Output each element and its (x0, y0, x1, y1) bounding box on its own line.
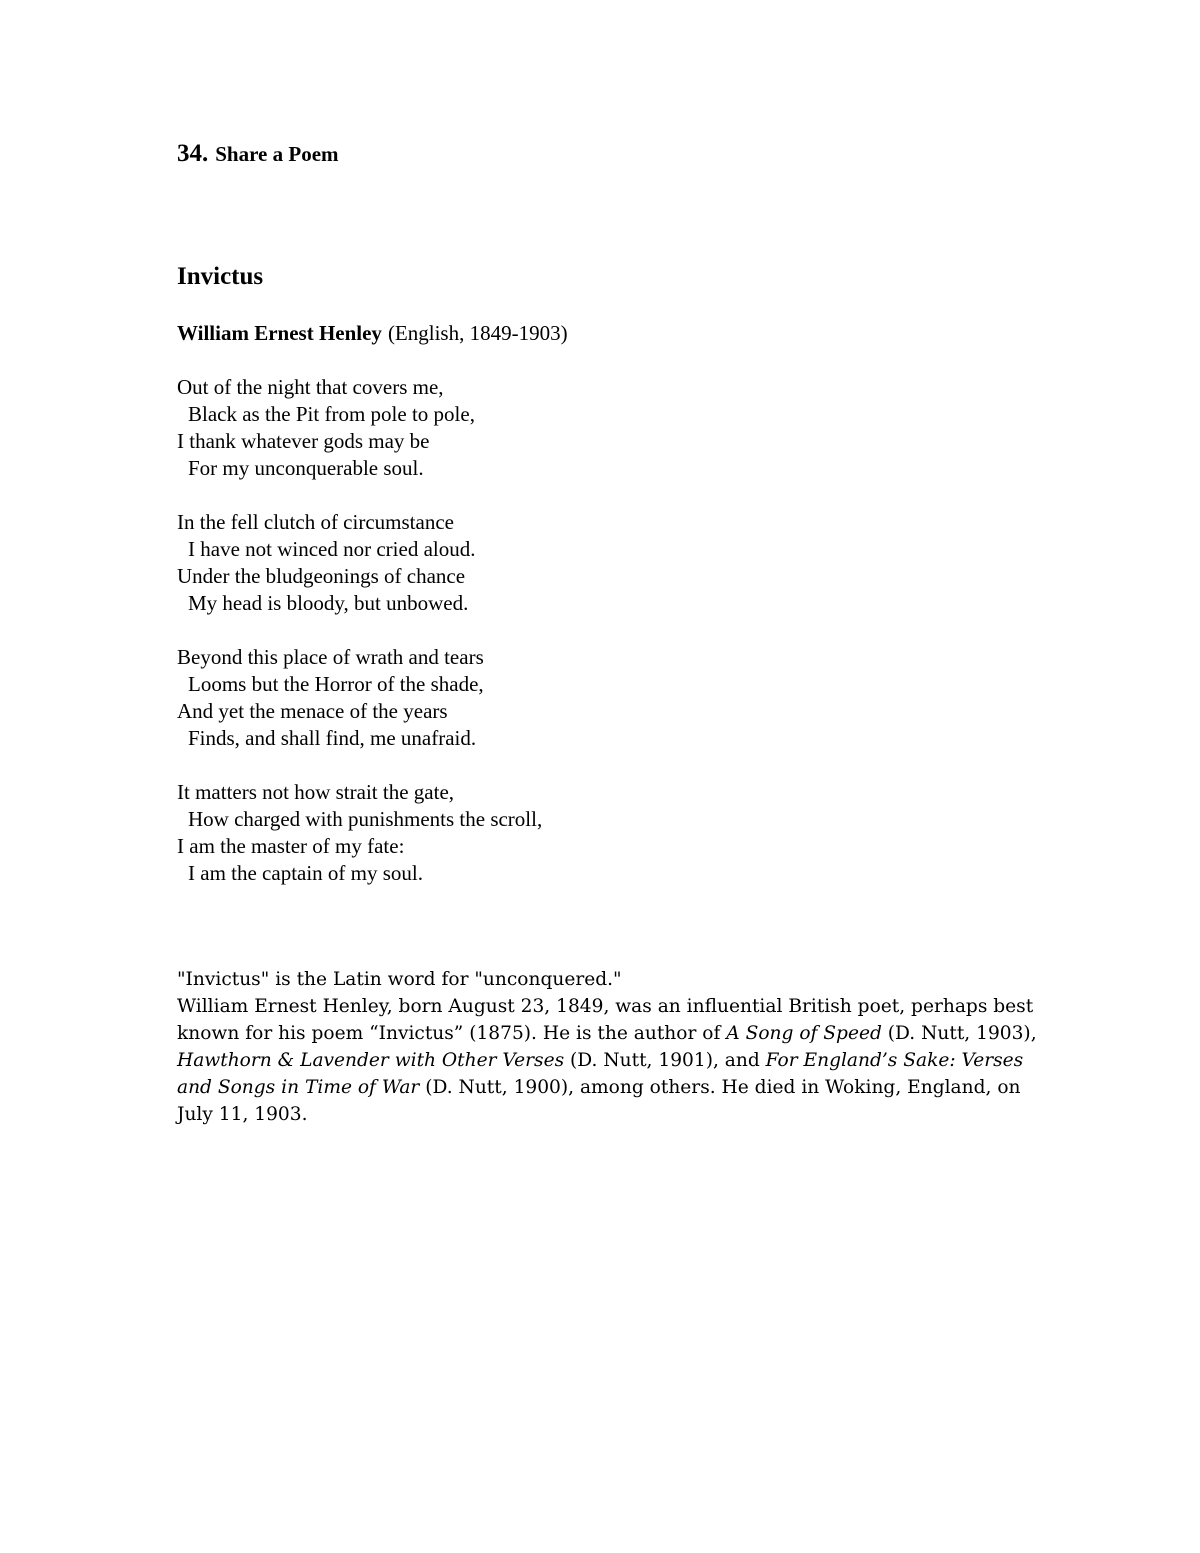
bio-work-title: Hawthorn & Lavender with Other Verses (177, 1050, 565, 1071)
stanza-2 (177, 509, 542, 617)
poem-line: Looms but the Horror of the shade, (188, 672, 484, 696)
poem-line: My head is bloody, but unbowed. (188, 591, 469, 615)
poem-body (177, 374, 542, 914)
bio-work-title: A Song of Speed (726, 1023, 882, 1044)
poem-line: Beyond this place of wrath and tears (177, 645, 484, 669)
poem-line: Under the bludgeonings of chance (177, 564, 466, 588)
stanza-3 (177, 644, 542, 752)
poem-line: In the fell clutch of circumstance (177, 510, 454, 534)
poem-line: I am the master of my fate: (177, 834, 405, 858)
poem-line: And yet the menace of the years (177, 699, 448, 723)
bio-text: (D. Nutt, 1903), (881, 1023, 1037, 1044)
section-title: Share a Poem (215, 142, 339, 166)
bio-text: (D. Nutt, 1900), among others. He died in Woking, England, on July 11, 1903. (177, 1077, 1021, 1125)
poem-line: Out of the night that covers me, (177, 375, 444, 399)
poem-title: Invictus (177, 263, 264, 290)
stanza-1 (177, 374, 542, 482)
poem-line: I have not winced nor cried aloud. (188, 537, 476, 561)
section-number: 34. (177, 140, 209, 167)
author-info: (English, 1849-1903) (387, 321, 568, 345)
poem-line: For my unconquerable soul. (188, 456, 424, 480)
poem-line: Finds, and shall find, me unafraid. (188, 726, 477, 750)
section-heading (177, 140, 339, 168)
poem-notes (177, 966, 1037, 1128)
bio-text: (D. Nutt, 1901), and (564, 1050, 766, 1071)
author-line (177, 318, 568, 348)
poem-line: I am the captain of my soul. (188, 861, 424, 885)
author-bio (177, 993, 1037, 1128)
latin-note: "Invictus" is the Latin word for "unconquered." (177, 969, 622, 990)
poem-line: I thank whatever gods may be (177, 429, 430, 453)
stanza-4 (177, 779, 542, 887)
poem-line: How charged with punishments the scroll, (188, 807, 543, 831)
poem-line: It matters not how strait the gate, (177, 780, 455, 804)
poem-line: Black as the Pit from pole to pole, (188, 402, 475, 426)
bio-work-title: For England’s Sake: Verses and Songs in Time of War (177, 1050, 1024, 1098)
bio-text: William Ernest Henley, born August 23, 1849, was an influential British poet, perhaps best known for his poem “Invictus” (1875). He is the author of (177, 996, 1034, 1044)
author-name: William Ernest Henley (177, 321, 382, 345)
